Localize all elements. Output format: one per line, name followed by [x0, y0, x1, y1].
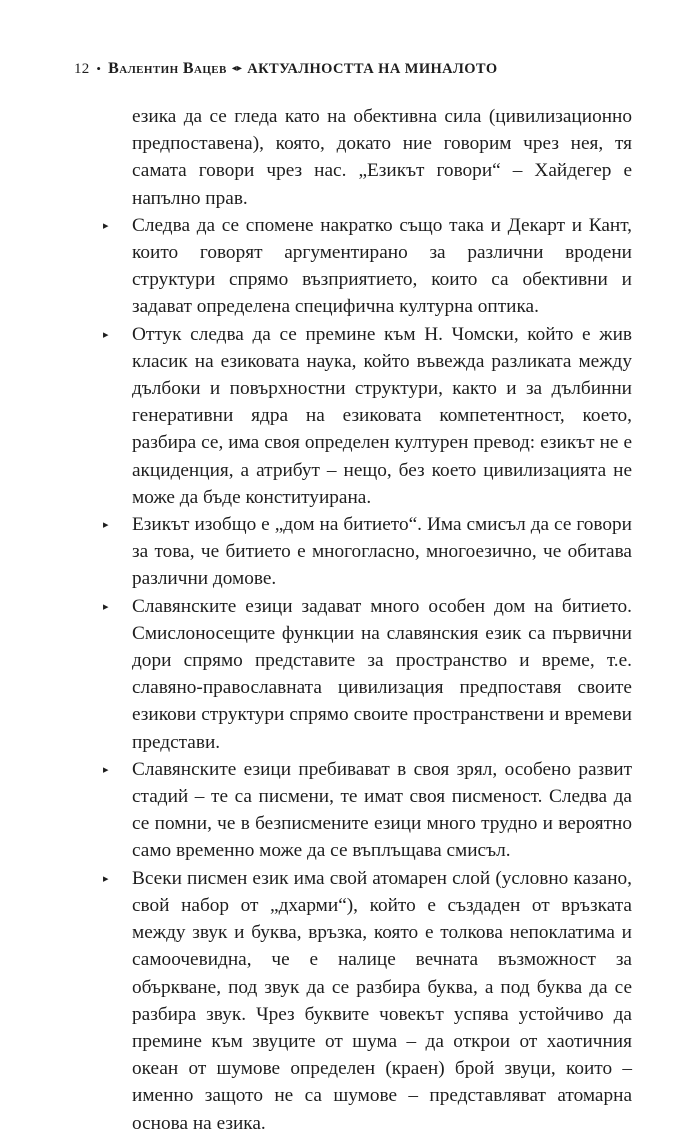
bullet-arrow-icon: ▸	[103, 219, 109, 232]
list-item	[103, 756, 632, 865]
list-item-text: Славянските езици задават много особен дом на битието. Смислоносещите функции на славянския език са първични дори спрямо представите за пространство и време, т.е. славяно-православната цивилизация предпоставя своите езикови структури спрямо своите пространствени и времеви представи.	[132, 595, 632, 753]
list-item	[103, 865, 632, 1137]
bullet-arrow-icon: ▸	[103, 872, 109, 885]
bullet-arrow-icon: ▸	[103, 519, 109, 532]
list-item	[103, 212, 632, 321]
list-item-text: Езикът изобщо е „дом на битието“. Има смисъл да се говори за това, че битието е многогласно, многоезично, че обитава различни домове.	[132, 514, 632, 590]
list-item	[103, 511, 632, 593]
body-text	[103, 103, 632, 1137]
book-title: АКТУАЛНОСТТА НА МИНАЛОТО	[247, 61, 498, 77]
list-item-text: Славянските езици пребивават в своя зрял, особено развит стадий – те са писмени, те имат своя писменост. Следва да се помни, че в безписмените езици много трудно и вероятно само временно може да се въплъщава смисъл.	[132, 758, 632, 862]
bullet-arrow-icon: ▸	[103, 328, 109, 341]
continuation-paragraph: езика да се гледа като на обективна сила (цивилизационно предпоставена), която, докато ние говорим чрез нея, тя самата говори чрез нас. „Езикът говори“ – Хайдегер е напълно прав.	[132, 106, 632, 209]
list-item	[103, 321, 632, 511]
bullet-arrow-icon: ▸	[103, 600, 109, 613]
list-item	[103, 593, 632, 756]
page-number: 12	[74, 61, 90, 77]
header-separator-icon: ◂▸	[231, 63, 243, 74]
bullet-arrow-icon: ▸	[103, 763, 109, 776]
header-dot: •	[96, 61, 102, 76]
running-header	[74, 60, 634, 78]
author-name: Валентин Вацев	[108, 60, 227, 77]
list-item-text: Оттук следва да се премине към Н. Чомски, който е жив класик на езиковата наука, който въвежда разликата между дълбоки и повърхностни структури, както и за дълбинни генеративни ядра на езиковата компетентност, което, разбира се, има своя определен културен превод: езикът не е акциденция, а атрибут – нещо, без което цивилизацията не може да бъде конституирана.	[132, 323, 632, 508]
list-item-text: Всеки писмен език има свой атомарен слой (условно казано, свой набор от „дхарми“), който е създаден от връзката между звук и буква, връзка, която е толкова непоклатима и самоочевидна, че е налице вечната възможност за объркване, под звук да се разбира буква, а под буква да се разбира звук. Чрез буквите човекът успява устойчиво да премине към звуците от шума – да открои от хаотичния океан от шумове определен (краен) брой звуци, които – именно защото не са шумове – представляват атомарна основа на езика.	[132, 867, 632, 1134]
list-item-text: Следва да се спомене накратко също така и Декарт и Кант, които говорят аргументирано за различни вродени структури спрямо възприятието, които са обективни и задават определена специфична културна оптика.	[132, 214, 632, 318]
